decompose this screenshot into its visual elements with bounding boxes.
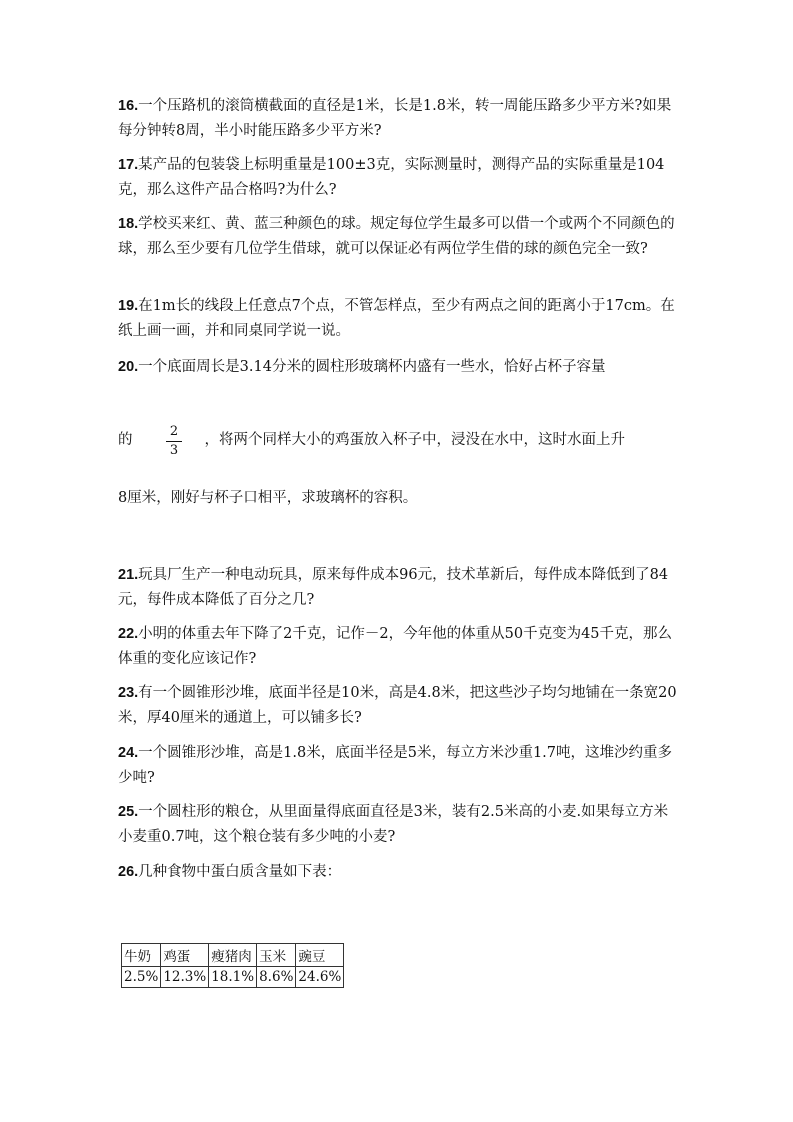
question-number: 16. [118,98,139,114]
question-18 [118,212,678,262]
question-text: 某产品的包装袋上标明重量是100±3克，实际测量时，测得产品的实际重量是104克，那么这件产品合格吗?为什么? [118,157,665,198]
question-text-pre: 的 [118,432,133,448]
protein-table [121,943,344,988]
question-17 [118,153,678,203]
table-header-cell: 豌豆 [296,944,344,967]
question-24 [118,741,678,791]
question-text: 8厘米，刚好与杯子口相平，求玻璃杯的容积。 [118,490,418,506]
question-text: 一个圆锥形沙堆，高是1.8米，底面半径是5米，每立方米沙重1.7吨，这堆沙约重多少吨? [118,745,673,786]
table-header-row [122,944,344,967]
question-23 [118,681,678,731]
table-cell: 24.6% [296,967,344,988]
question-22 [118,622,678,672]
table-cell: 18.1% [209,967,257,988]
fraction-bar [166,441,182,442]
table-header-cell: 鸡蛋 [161,944,209,967]
question-text-post: ，将两个同样大小的鸡蛋放入杯子中，浸没在水中，这时水面上升 [204,432,625,448]
question-number: 18. [118,216,139,232]
question-text: 一个底面周长是3.14分米的圆柱形玻璃杯内盛有一些水，恰好占杯子容量 [138,359,606,375]
table-cell: 2.5% [122,967,161,988]
table-cell: 12.3% [161,967,209,988]
question-19 [118,294,678,344]
question-16 [118,94,678,144]
question-text: 玩具厂生产一种电动玩具，原来每件成本96元，技术革新后，每件成本降低到了84元，每件成本降低了百分之几? [118,567,669,608]
question-number: 20. [118,359,139,375]
fraction-numerator: 2 [169,424,179,439]
question-text: 一个压路机的滚筒横截面的直径是1米，长是1.8米，转一周能压路多少平方米?如果每分钟转8周，半小时能压路多少平方米? [118,98,672,139]
table-header-cell: 瘦猪肉 [209,944,257,967]
question-number: 23. [118,685,139,701]
question-number: 25. [118,804,139,820]
question-text: 学校买来红、黄、蓝三种颜色的球。规定每位学生最多可以借一个或两个不同颜色的球，那么至少要有几位学生借球，就可以保证必有两位学生借的球的颜色完全一致? [118,216,675,257]
table-header-cell: 牛奶 [122,944,161,967]
question-20-line-2 [118,428,625,453]
question-text: 有一个圆锥形沙堆，底面半径是10米，高是4.8米，把这些沙子均匀地铺在一条宽20米，厚40厘米的通道上，可以铺多长? [118,685,677,726]
question-number: 26. [118,864,139,880]
question-text: 在1m长的线段上任意点7个点，不管怎样点，至少有两点之间的距离小于17cm。在纸上画一画，并和同桌同学说一说。 [118,298,675,339]
question-number: 19. [118,298,139,314]
question-21 [118,563,678,613]
question-number: 21. [118,567,139,583]
question-25 [118,800,678,850]
question-number: 17. [118,157,139,173]
table-header-cell: 玉米 [257,944,296,967]
question-text: 小明的体重去年下降了2千克，记作－2，今年他的体重从50千克变为45千克，那么体重的变化应该记作? [118,626,673,667]
question-26 [118,860,678,885]
fraction-denominator: 3 [169,443,179,458]
question-text: 几种食物中蛋白质含量如下表： [138,864,342,880]
table-row [122,967,344,988]
fraction [166,424,182,459]
question-20-line-3 [118,486,417,511]
question-text: 一个圆柱形的粮仓，从里面量得底面直径是3米，装有2.5米高的小麦.如果每立方米小麦重0.7吨，这个粮仓装有多少吨的小麦? [118,804,669,845]
question-number: 22. [118,626,139,642]
question-20-line-1 [118,355,605,380]
question-number: 24. [118,745,139,761]
table-cell: 8.6% [257,967,296,988]
